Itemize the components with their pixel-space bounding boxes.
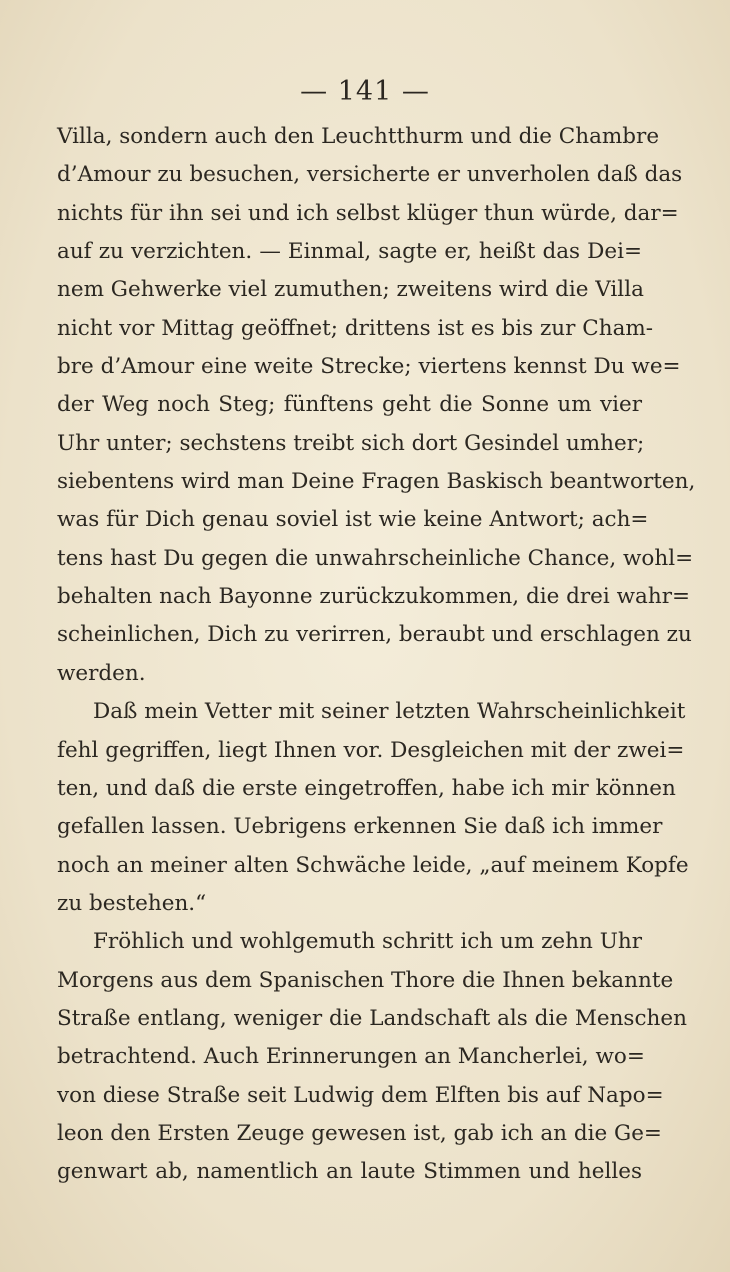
text-line: ten, und daß die erste eingetroffen, habe ich mir können bbox=[57, 775, 676, 801]
text-line: gefallen lassen. Uebrigens erkennen Sie daß ich immer bbox=[57, 814, 663, 840]
text-line: auf zu verzichten. — Einmal, sagte er, heißt das Dei= bbox=[57, 239, 642, 265]
text-line: Villa, sondern auch den Leuchtthurm und die Chambre bbox=[57, 124, 660, 149]
text-line: bre d’Amour eine weite Strecke; viertens kennst Du we= bbox=[57, 354, 681, 380]
text-line: Fröhlich und wohlgemuth schritt ich um zehn Uhr bbox=[93, 929, 642, 955]
text-line: was für Dich genau soviel ist wie keine Antwort; ach= bbox=[57, 507, 649, 533]
text-line: Daß mein Vetter mit seiner letzten Wahrscheinlichkeit bbox=[93, 699, 686, 725]
text-line: Morgens aus dem Spanischen Thore die Ihnen bekannte bbox=[57, 967, 674, 993]
text-line: nichts für ihn sei und ich selbst klüger thun würde, dar= bbox=[57, 200, 679, 226]
text-line: d’Amour zu besuchen, versicherte er unverholen daß das bbox=[57, 162, 683, 188]
text-line: scheinlichen, Dich zu verirren, beraubt und erschlagen zu bbox=[57, 622, 692, 648]
text-line: behalten nach Bayonne zurückzukommen, die drei wahr= bbox=[57, 584, 690, 610]
text-line: fehl gegriffen, liegt Ihnen vor. Desgleichen mit der zwei= bbox=[57, 737, 685, 763]
text-line: von diese Straße seit Ludwig dem Elften bis auf Napo= bbox=[57, 1082, 664, 1108]
text-line: der Weg noch Steg; fünftens geht die Sonne um vier bbox=[57, 392, 642, 418]
text-line: nicht vor Mittag geöffnet; drittens ist es bis zur Cham- bbox=[57, 315, 654, 341]
text-line: zu bestehen.“ bbox=[57, 890, 207, 916]
text-line: werden. bbox=[57, 660, 146, 686]
text-line: siebentens wird man Deine Fragen Baskisch beantworten, bbox=[57, 469, 696, 495]
body-text bbox=[57, 118, 696, 1192]
page-number-header: — 141 — bbox=[300, 76, 430, 107]
text-line: genwart ab, namentlich an laute Stimmen und helles bbox=[57, 1159, 642, 1185]
text-line: Straße entlang, weniger die Landschaft als die Menschen bbox=[57, 1005, 687, 1031]
text-line: betrachtend. Auch Erinnerungen an Mancherlei, wo= bbox=[57, 1044, 645, 1070]
text-line: Uhr unter; sechstens treibt sich dort Gesindel umher; bbox=[57, 430, 645, 456]
text-line: noch an meiner alten Schwäche leide, „auf meinem Kopfe bbox=[57, 852, 689, 878]
text-line: tens hast Du gegen die unwahrscheinliche Chance, wohl= bbox=[57, 545, 694, 571]
text-line: leon den Ersten Zeuge gewesen ist, gab ich an die Ge= bbox=[57, 1120, 662, 1146]
text-line: nem Gehwerke viel zumuthen; zweitens wird die Villa bbox=[57, 277, 644, 303]
